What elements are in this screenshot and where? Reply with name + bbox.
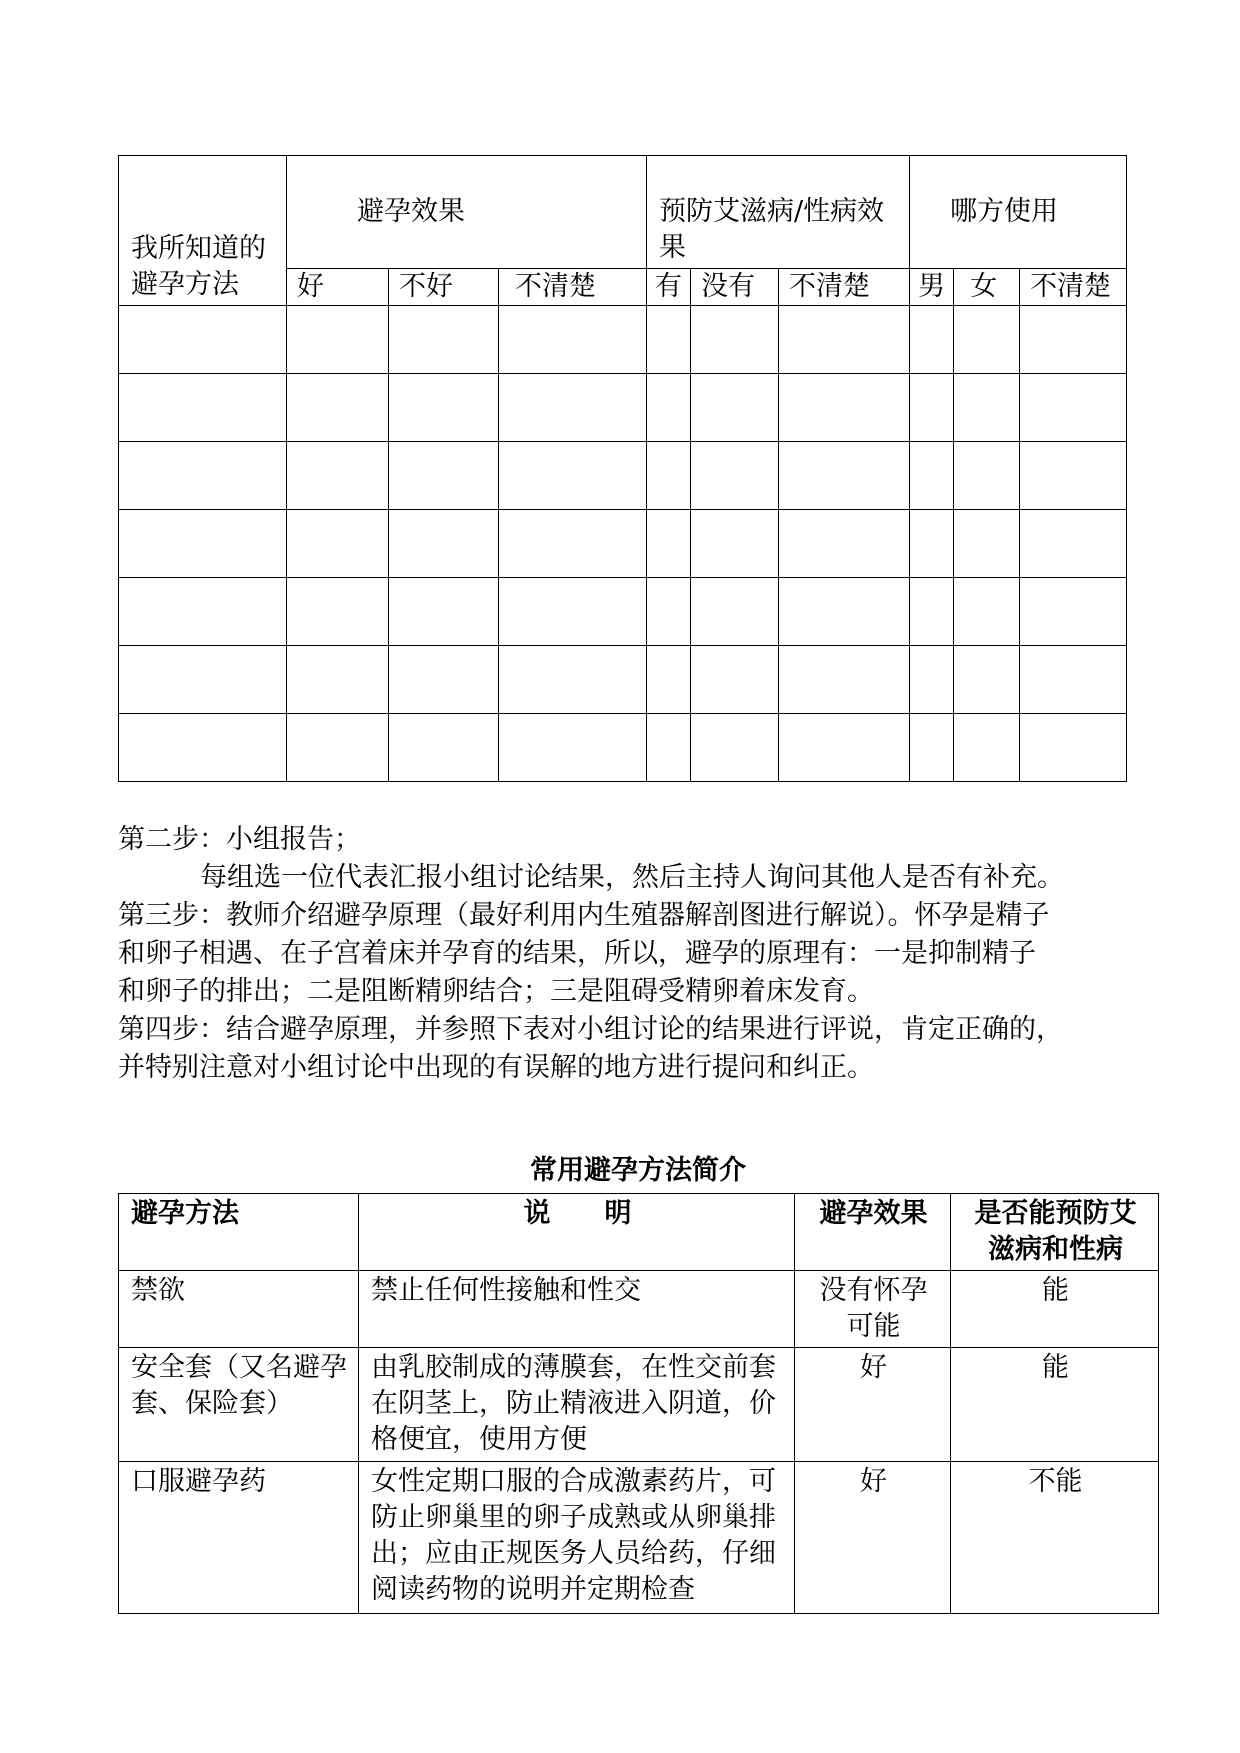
common-methods-table: [118, 1193, 1159, 1614]
prevent-header: 预防艾滋病/性病效果: [647, 156, 910, 269]
row3-effect: 好: [795, 1462, 951, 1614]
blank-cell[interactable]: [119, 578, 287, 646]
blank-cell[interactable]: [954, 442, 1020, 510]
blank-row: [119, 578, 1127, 646]
blank-cell[interactable]: [910, 442, 954, 510]
row1-desc: 禁止任何性接触和性交: [359, 1271, 795, 1348]
blank-cell[interactable]: [287, 714, 389, 782]
blank-cell[interactable]: [1020, 714, 1127, 782]
blank-cell[interactable]: [1020, 442, 1127, 510]
col-effect-header: 避孕效果: [795, 1194, 951, 1271]
row3-prevent: 不能: [951, 1462, 1159, 1614]
blank-cell[interactable]: [647, 442, 691, 510]
blank-cell[interactable]: [954, 306, 1020, 374]
blank-cell[interactable]: [691, 714, 779, 782]
blank-cell[interactable]: [1020, 578, 1127, 646]
blank-cell[interactable]: [779, 714, 910, 782]
blank-cell[interactable]: [1020, 374, 1127, 442]
blank-cell[interactable]: [954, 578, 1020, 646]
blank-cell[interactable]: [389, 578, 499, 646]
blank-rows: [119, 306, 1127, 782]
blank-cell[interactable]: [499, 306, 647, 374]
blank-cell[interactable]: [779, 374, 910, 442]
blank-cell[interactable]: [691, 578, 779, 646]
blank-cell[interactable]: [647, 578, 691, 646]
blank-cell[interactable]: [954, 374, 1020, 442]
blank-cell[interactable]: [499, 374, 647, 442]
row2-effect: 好: [795, 1348, 951, 1462]
blank-cell[interactable]: [1020, 510, 1127, 578]
blank-cell[interactable]: [954, 646, 1020, 714]
blank-cell[interactable]: [287, 510, 389, 578]
prevent-unclear: 不清楚: [779, 269, 910, 306]
blank-cell[interactable]: [287, 442, 389, 510]
effect-header: 避孕效果: [287, 156, 647, 269]
step3-line1: 第三步：教师介绍避孕原理（最好利用内生殖器解剖图进行解说）。怀孕是精子: [118, 900, 1050, 931]
blank-cell[interactable]: [691, 510, 779, 578]
blank-cell[interactable]: [647, 714, 691, 782]
step4-line2: 并特别注意对小组讨论中出现的有误解的地方进行提问和纠正。: [118, 1052, 874, 1083]
blank-cell[interactable]: [499, 646, 647, 714]
blank-cell[interactable]: [910, 374, 954, 442]
row2-desc: 由乳胶制成的薄膜套，在性交前套在阴茎上，防止精液进入阴道，价格便宜，使用方便: [359, 1348, 795, 1462]
row2-method: 安全套（又名避孕套、保险套）: [119, 1348, 359, 1462]
blank-cell[interactable]: [647, 510, 691, 578]
blank-cell[interactable]: [499, 714, 647, 782]
blank-cell[interactable]: [691, 306, 779, 374]
blank-row: [119, 646, 1127, 714]
blank-cell[interactable]: [910, 306, 954, 374]
blank-cell[interactable]: [119, 714, 287, 782]
blank-cell[interactable]: [499, 442, 647, 510]
blank-cell[interactable]: [779, 306, 910, 374]
blank-cell[interactable]: [287, 306, 389, 374]
blank-cell[interactable]: [1020, 646, 1127, 714]
blank-cell[interactable]: [119, 510, 287, 578]
step2-body: 每组选一位代表汇报小组讨论结果，然后主持人询问其他人是否有补充。: [200, 862, 1064, 893]
row1-effect: 没有怀孕可能: [795, 1271, 951, 1348]
blank-cell[interactable]: [779, 578, 910, 646]
blank-cell[interactable]: [389, 306, 499, 374]
method-header: 我所知道的避孕方法: [119, 156, 287, 306]
blank-cell[interactable]: [119, 306, 287, 374]
col-prevent-header: 是否能预防艾滋病和性病: [951, 1194, 1159, 1271]
user-header: 哪方使用: [910, 156, 1127, 269]
blank-cell[interactable]: [389, 374, 499, 442]
blank-row: [119, 306, 1127, 374]
blank-cell[interactable]: [779, 510, 910, 578]
blank-cell[interactable]: [954, 714, 1020, 782]
blank-cell[interactable]: [389, 714, 499, 782]
blank-cell[interactable]: [647, 374, 691, 442]
row3-method: 口服避孕药: [119, 1462, 359, 1614]
blank-cell[interactable]: [910, 646, 954, 714]
step4-line1: 第四步：结合避孕原理，并参照下表对小组讨论的结果进行评说，肯定正确的，: [118, 1014, 1063, 1045]
user-female: 女: [954, 269, 1020, 306]
blank-cell[interactable]: [779, 442, 910, 510]
blank-cell[interactable]: [119, 374, 287, 442]
col-desc-header: 说 明: [359, 1194, 795, 1271]
blank-cell[interactable]: [389, 646, 499, 714]
blank-row: [119, 374, 1127, 442]
blank-cell[interactable]: [647, 646, 691, 714]
effect-good: 好: [287, 269, 389, 306]
row1-method: 禁欲: [119, 1271, 359, 1348]
blank-cell[interactable]: [779, 646, 910, 714]
blank-cell[interactable]: [119, 646, 287, 714]
blank-row: [119, 714, 1127, 782]
prevent-yes: 有: [647, 269, 691, 306]
blank-cell[interactable]: [910, 578, 954, 646]
col-method-header: 避孕方法: [119, 1194, 359, 1271]
table2-title: 常用避孕方法简介: [530, 1155, 746, 1186]
blank-cell[interactable]: [287, 374, 389, 442]
row2-prevent: 能: [951, 1348, 1159, 1462]
blank-cell[interactable]: [954, 510, 1020, 578]
methods-survey-table: [118, 155, 1127, 782]
blank-cell[interactable]: [691, 442, 779, 510]
step3-line2: 和卵子相遇、在子宫着床并孕育的结果，所以，避孕的原理有：一是抑制精子: [118, 938, 1036, 969]
blank-cell[interactable]: [691, 646, 779, 714]
blank-cell[interactable]: [389, 510, 499, 578]
blank-cell[interactable]: [910, 714, 954, 782]
effect-unclear: 不清楚: [499, 269, 647, 306]
blank-row: [119, 510, 1127, 578]
user-unclear: 不清楚: [1020, 269, 1127, 306]
blank-cell[interactable]: [499, 578, 647, 646]
step2-heading: 第二步：小组报告；: [118, 824, 361, 855]
row1-prevent: 能: [951, 1271, 1159, 1348]
prevent-no: 没有: [691, 269, 779, 306]
row3-desc: 女性定期口服的合成激素药片，可防止卵巢里的卵子成熟或从卵巢排出；应由正规医务人员给药，仔细阅读药物的说明并定期检查: [359, 1462, 795, 1614]
blank-cell[interactable]: [1020, 306, 1127, 374]
blank-cell[interactable]: [287, 578, 389, 646]
blank-cell[interactable]: [910, 510, 954, 578]
blank-cell[interactable]: [647, 306, 691, 374]
blank-cell[interactable]: [691, 374, 779, 442]
blank-cell[interactable]: [389, 442, 499, 510]
user-male: 男: [910, 269, 954, 306]
effect-bad: 不好: [389, 269, 499, 306]
blank-cell[interactable]: [119, 442, 287, 510]
step3-line3: 和卵子的排出；二是阻断精卵结合；三是阻碍受精卵着床发育。: [118, 976, 874, 1007]
blank-row: [119, 442, 1127, 510]
blank-cell[interactable]: [287, 646, 389, 714]
blank-cell[interactable]: [499, 510, 647, 578]
